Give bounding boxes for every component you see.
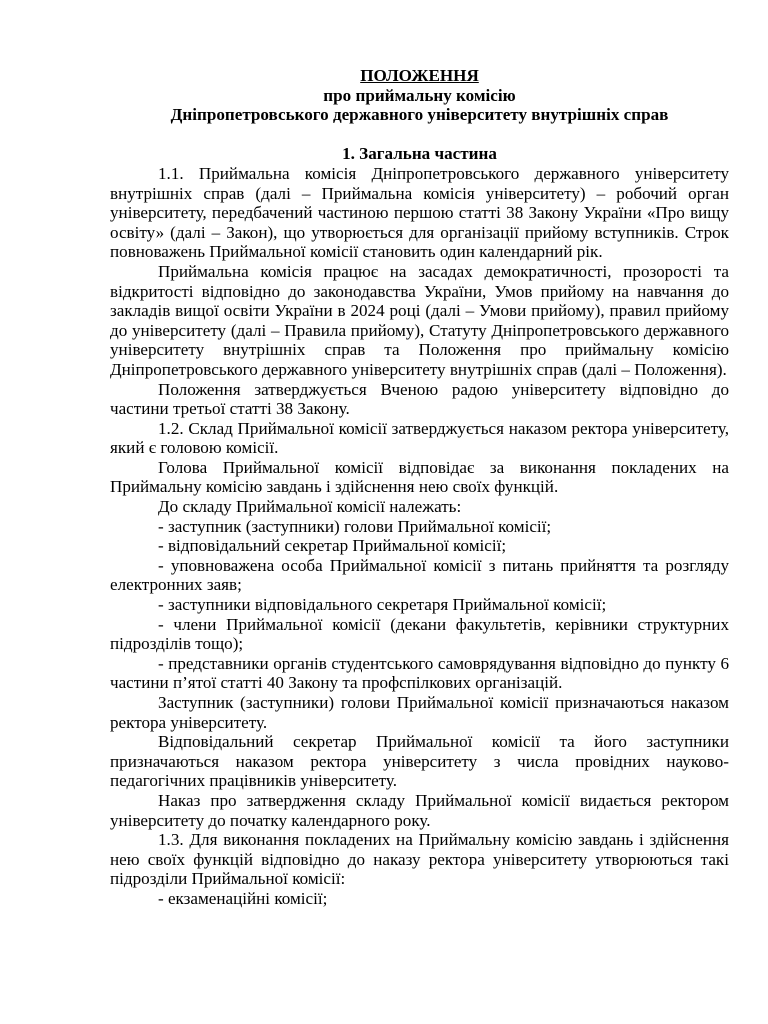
paragraph: Приймальна комісія працює на засадах демократичності, прозорості та відкритості відповідно до законодавства України, Умов прийому на навчання до закладів вищої освіти України в 2024 році (далі – Умови прийому), правил прийому до університету (далі – Правила прийому), Статуту Дніпропетровського державного університету внутрішніх справ та Положення про приймальну комісію Дніпропетровського державного університету внутрішніх справ (далі – Положення). bbox=[110, 261, 729, 379]
list-item: - заступники відповідального секретаря Приймальної комісії; bbox=[158, 595, 607, 615]
list-item: - члени Приймальної комісії (декани факультетів, керівники структурних підрозділів тощо); bbox=[110, 614, 729, 654]
paragraph: До складу Приймальної комісії належать: bbox=[158, 497, 462, 517]
document-subtitle: про приймальну комісію bbox=[323, 85, 516, 105]
paragraph: Заступник (заступники) голови Приймальної комісії призначаються наказом ректора університету. bbox=[110, 693, 729, 732]
list-item: - уповноважена особа Приймальної комісії з питань прийняття та розгляду електронних заяв; bbox=[110, 555, 729, 595]
document-page bbox=[110, 66, 729, 909]
list-item: - відповідальний секретар Приймальної комісії; bbox=[158, 536, 507, 556]
section-heading: 1. Загальна частина bbox=[342, 144, 497, 164]
paragraph: Положення затверджується Вченою радою університету відповідно до частини третьої статті 38 Закону. bbox=[110, 379, 729, 419]
paragraph: 1.2. Склад Приймальної комісії затверджується наказом ректора університету, який є головою комісії. bbox=[110, 418, 729, 458]
paragraph: Відповідальний секретар Приймальної комісії та його заступники призначаються наказом ректора університету з числа провідних науково-педагогічних працівників університету. bbox=[110, 732, 729, 791]
institution-name: Дніпропетровського державного університету внутрішніх справ bbox=[170, 105, 669, 125]
paragraph: Голова Приймальної комісії відповідає за виконання покладених на Приймальну комісію завдань і здійснення нею своїх функцій. bbox=[110, 457, 729, 497]
paragraph: Наказ про затвердження складу Приймальної комісії видається ректором університету до початку календарного року. bbox=[110, 790, 729, 830]
document-title: ПОЛОЖЕННЯ bbox=[360, 66, 479, 85]
paragraph: 1.1. Приймальна комісія Дніпропетровського державного університету внутрішніх справ (далі – Приймальна комісія університету) – робочий орган університету, передбачений частиною першою статті 38 Закону України «Про вищу освіту» (далі – Закон), що утворюється для організації прийому вступників. Строк повноважень Приймальної комісії становить один календарний рік. bbox=[110, 163, 729, 262]
list-item: - представники органів студентського самоврядування відповідно до пункту 6 частини п’ятої статті 40 Закону та профспілкових організацій. bbox=[110, 653, 729, 693]
list-item: - заступник (заступники) голови Приймальної комісії; bbox=[158, 516, 552, 536]
paragraph: 1.3. Для виконання покладених на Приймальну комісію завдань і здійснення нею своїх функцій відповідно до наказу ректора університету утворюються такі підрозділи Приймальної комісії: bbox=[110, 830, 729, 889]
list-item: - екзаменаційні комісії; bbox=[158, 888, 328, 908]
